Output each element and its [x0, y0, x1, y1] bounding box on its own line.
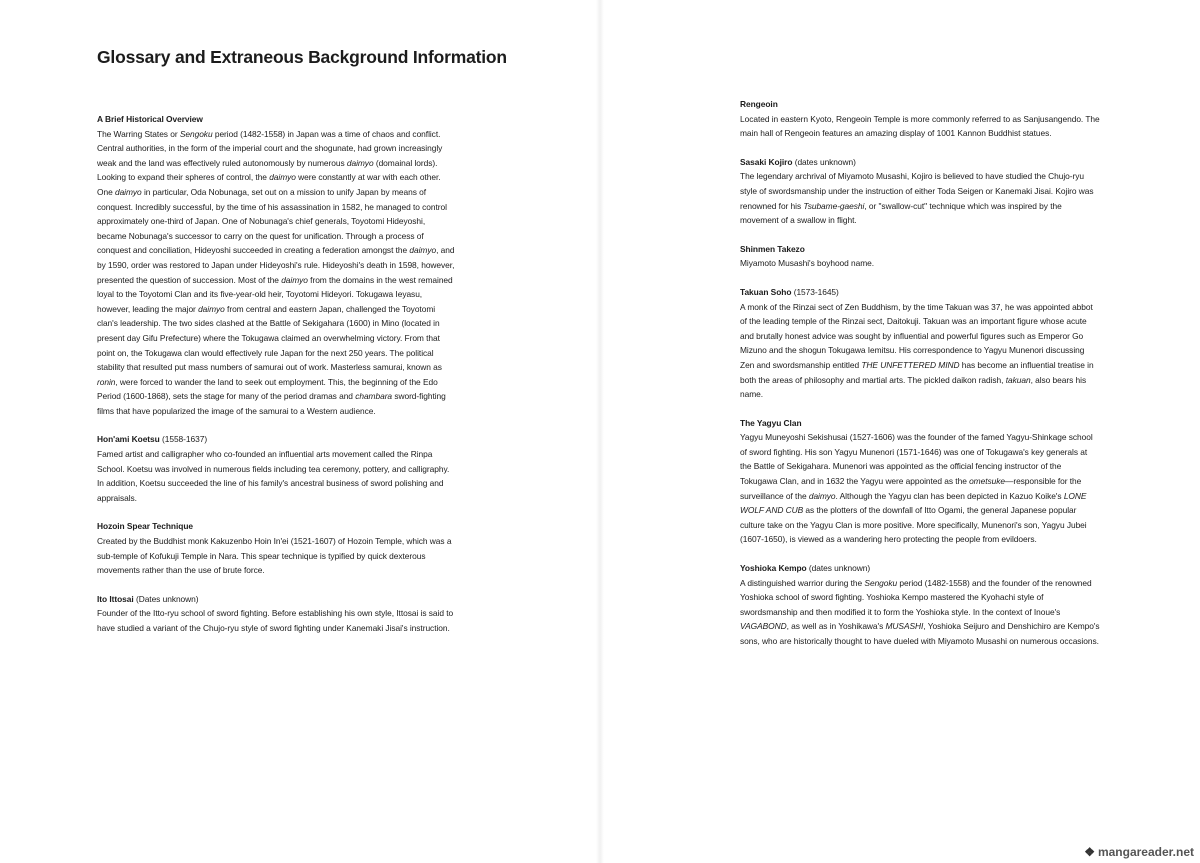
text-run: in particular, Oda Nobunaga, set out on a mission to unify Japan by means of conquest. Incredibly successful, by the time of his assassination in 1582, he managed to control approximately one-third of Japan. One of Nobunaga's chief generals, Toyotomi Hideyoshi, became Nobunaga's successor to carry on the quest for unification. Through a process of conquest and conciliation, Hideyoshi succeeded in creating a federation amongst the — [97, 186, 447, 256]
italic-term: daimyo — [808, 490, 836, 501]
glossary-entry-a-brief-historical-overview — [97, 112, 455, 418]
entry-dates: (dates unknown) — [808, 563, 871, 574]
text-run: (domainal lords). Looking to expand their spheres of control, the — [97, 157, 438, 183]
text-run: period (1482-1558) and the founder of the renowned Yoshioka school of sword fighting. Yoshioka Kempo mastered the Kyohachi style of swordsmanship and then modified it to form the Yoshioka style. In the context of Inoue's — [740, 577, 1092, 617]
text-run: The Warring States or — [97, 128, 180, 139]
text-run: , and by 1590, order was restored to Japan under Hideyoshi's rule. Hideyoshi's death in 1598, however, presented the question of succession. Most of the — [97, 245, 455, 285]
italic-term: VAGABOND — [740, 621, 787, 632]
entry-text — [97, 534, 455, 578]
text-run: from the domains in the west remained loyal to the Toyotomi Clan and its five-year-old heir, Toyotomi Hideyori. Tokugawa Ieyasu, however, leading the major — [97, 274, 453, 314]
italic-term: daimyo — [114, 186, 142, 197]
entry-text — [97, 606, 455, 635]
page-title: Glossary and Extraneous Background Information — [97, 47, 507, 67]
text-run: were constantly at war with each other. One — [97, 172, 441, 197]
entry-term: The Yagyu Clan — [740, 417, 802, 428]
glossary-entry-hozoin-spear-technique — [97, 519, 455, 577]
text-run: A monk of the Rinzai sect of Zen Buddhism, by the time Takuan was 37, he was appointed abbot of the leading temple of the Rinzai sect, Daitokuji. Takuan was an important figure whose acute and brutally honest advice was sought by influential and powerful figures such as Emperor Go Mizuno and the shogun Tokugawa Iemitsu. His correspondence to Yagyu Munenori discussing Zen and swordsmanship entitled — [740, 301, 1093, 370]
text-run: The legendary archrival of Miyamoto Musashi, Kojiro is believed to have studied the Chujo-ryu style of swordsmanship under the instruction of either Toda Seigen or Kanemaki Jisai. Kojiro was renowned for his — [740, 171, 1094, 211]
entry-dates: (Dates unknown) — [135, 593, 199, 604]
italic-term: daimyo — [281, 274, 308, 285]
mangareader-logo-icon: ❖ — [1084, 845, 1095, 859]
entry-heading — [97, 519, 455, 534]
entry-term: Hozoin Spear Technique — [97, 521, 193, 532]
italic-term: daimyo — [346, 157, 374, 168]
right-page — [600, 0, 1200, 863]
glossary-entry-takuan-soho — [740, 285, 1100, 402]
entry-heading — [740, 285, 1100, 300]
entry-text — [740, 430, 1100, 547]
entry-dates: (1573-1645) — [793, 286, 839, 297]
text-run: , as well as in Yoshikawa's — [786, 621, 886, 632]
text-run: Yagyu Muneyoshi Sekishusai (1527-1606) was the founder of the famed Yagyu-Shinkage school of sword fighting. His son Yagyu Munenori (1571-1646) was one of Tokugawa's key generals at the Battle of Sekigahara. Munenori was appointed as the official fencing instructor of the Tokugawa Clan, and in 1632 the Yagyu were appointed as the — [740, 432, 1093, 487]
text-run: Founder of the Itto-ryu school of sword fighting. Before establishing his own style, Ittosai is said to have studied a variant of the Chujo-ryu style of sword fighting under Kanemaki Jisai's instruction. — [97, 608, 454, 633]
entry-text — [740, 576, 1100, 649]
right-column — [740, 97, 1100, 649]
text-run: as the plotters of the downfall of Itto Ogami, the general Japanese popular culture take on the Yagyu Clan is more positive. More specifically, Munenori's son, Yagyu Jubei (1607-1650), is viewed as a wandering hero protecting the people from evildoers. — [740, 505, 1087, 545]
entry-term: Yoshioka Kempo — [740, 563, 807, 574]
italic-term: THE UNFETTERED MIND — [861, 359, 960, 370]
entry-dates: (dates unknown) — [794, 156, 856, 167]
text-run: Famed artist and calligrapher who co-founded an influential arts movement called the Rinpa School. Koetsu was involved in numerous fields including tea ceremony, pottery, and calligraphy. In addition, Koetsu succeeded the line of his family's ancestral business of sword polishing and appraisals. — [97, 449, 450, 503]
entry-heading — [97, 112, 455, 127]
entry-heading — [740, 561, 1100, 576]
italic-term: ometsuke — [969, 476, 1005, 487]
text-run: . Although the Yagyu clan has been depicted in Kazuo Koike's — [835, 490, 1064, 501]
italic-term: Sengoku — [179, 128, 213, 139]
entry-text — [740, 169, 1100, 227]
text-run: Miyamoto Musashi's boyhood name. — [740, 258, 875, 269]
text-run: has become an influential treatise in both the areas of philosophy and martial arts. The pickled daikon radish, — [740, 359, 1094, 385]
text-run: , or "swallow-cut" technique which was inspired by the movement of a swallow in flight. — [740, 200, 1062, 226]
entry-term: Ito Ittosai — [97, 593, 134, 604]
text-run: , Yoshioka Seijuro and Denshichiro are Kempo's sons, who are historically thought to have dueled with Miyamoto Musashi on numerous occasions. — [740, 621, 1100, 646]
entry-term: Rengeoin — [740, 99, 778, 109]
text-run: Located in eastern Kyoto, Rengeoin Temple is more commonly referred to as Sanjusangendo. The main hall of Rengeoin features an amazing display of 1001 Kannon Buddhist statues. — [740, 113, 1100, 139]
text-run: Created by the Buddhist monk Kakuzenbo Hoin In'ei (1521-1607) of Hozoin Temple, which was a sub-temple of Kofukuji Temple in Nara. This spear technique is typified by quick dexterous movements rather than the use of brute force. — [97, 536, 452, 576]
entry-dates: (1558-1637) — [162, 434, 208, 445]
italic-term: Tsubame-gaeshi — [803, 200, 865, 211]
glossary-entry-shinmen-takezo — [740, 242, 1100, 271]
entry-text — [97, 447, 455, 505]
italic-term: daimyo — [269, 172, 296, 183]
italic-term: chambara — [355, 391, 393, 402]
glossary-entry-ito-ittosai — [97, 592, 455, 636]
glossary-entry-hon-ami-koetsu — [97, 432, 455, 505]
entry-heading — [740, 242, 1100, 257]
text-run: , also bears his name. — [740, 374, 1087, 400]
italic-term: ronin — [97, 376, 116, 387]
entry-text — [740, 300, 1100, 402]
text-run: —responsible for the surveillance of the — [740, 476, 1082, 501]
entry-heading — [740, 97, 1100, 112]
entry-heading — [97, 592, 455, 607]
watermark — [1084, 845, 1194, 859]
entry-text — [740, 112, 1100, 141]
glossary-entry-yoshioka-kempo — [740, 561, 1100, 649]
entry-heading — [97, 432, 455, 447]
entry-term: Hon'ami Koetsu — [97, 434, 160, 445]
left-column — [97, 112, 455, 636]
italic-term: takuan — [1005, 374, 1031, 385]
entry-term: Sasaki Kojiro — [740, 156, 793, 167]
glossary-entry-sasaki-kojiro — [740, 155, 1100, 228]
text-run: from central and eastern Japan, challenged the Toyotomi clan's leadership. The two sides clashed at the Battle of Sekigahara (1600) in Mino (located in present day Gifu Prefecture) where the Tokugawa claimed an overwhelming victory. From that point on, the Tokugawa clan would effectively rule Japan for the next 250 years. The political stability that resulted put mass numbers of samurai out of work. Masterless samurai, known as — [97, 303, 442, 373]
watermark-text: mangareader.net — [1097, 845, 1194, 859]
entry-heading — [740, 416, 1100, 431]
italic-term: daimyo — [409, 245, 437, 256]
entry-term: Shinmen Takezo — [740, 243, 805, 254]
entry-term: A Brief Historical Overview — [97, 114, 203, 124]
entry-text — [97, 127, 455, 419]
entry-text — [740, 256, 1100, 271]
italic-term: Sengoku — [864, 577, 898, 588]
text-run: , were forced to wander the land to seek out employment. This, the beginning of the Edo Period (1600-1868), sets the stage for many of the period dramas and — [97, 376, 438, 402]
entry-term: Takuan Soho — [740, 286, 792, 297]
italic-term: LONE WOLF AND CUB — [740, 490, 1087, 516]
text-run: sword-fighting films that have popularized the image of the samurai to a Western audience. — [97, 391, 446, 416]
entry-heading — [740, 155, 1100, 170]
glossary-entry-rengeoin — [740, 97, 1100, 141]
italic-term: daimyo — [198, 303, 225, 314]
italic-term: MUSASHI — [885, 621, 924, 632]
text-run: A distinguished warrior during the — [740, 577, 865, 588]
text-run: period (1482-1558) in Japan was a time of chaos and conflict. Central authorities, in the form of the imperial court and the shogunate, had grown increasingly weak and the land was effectively ruled autonomously by numerous — [97, 128, 443, 168]
glossary-entry-the-yagyu-clan — [740, 416, 1100, 547]
